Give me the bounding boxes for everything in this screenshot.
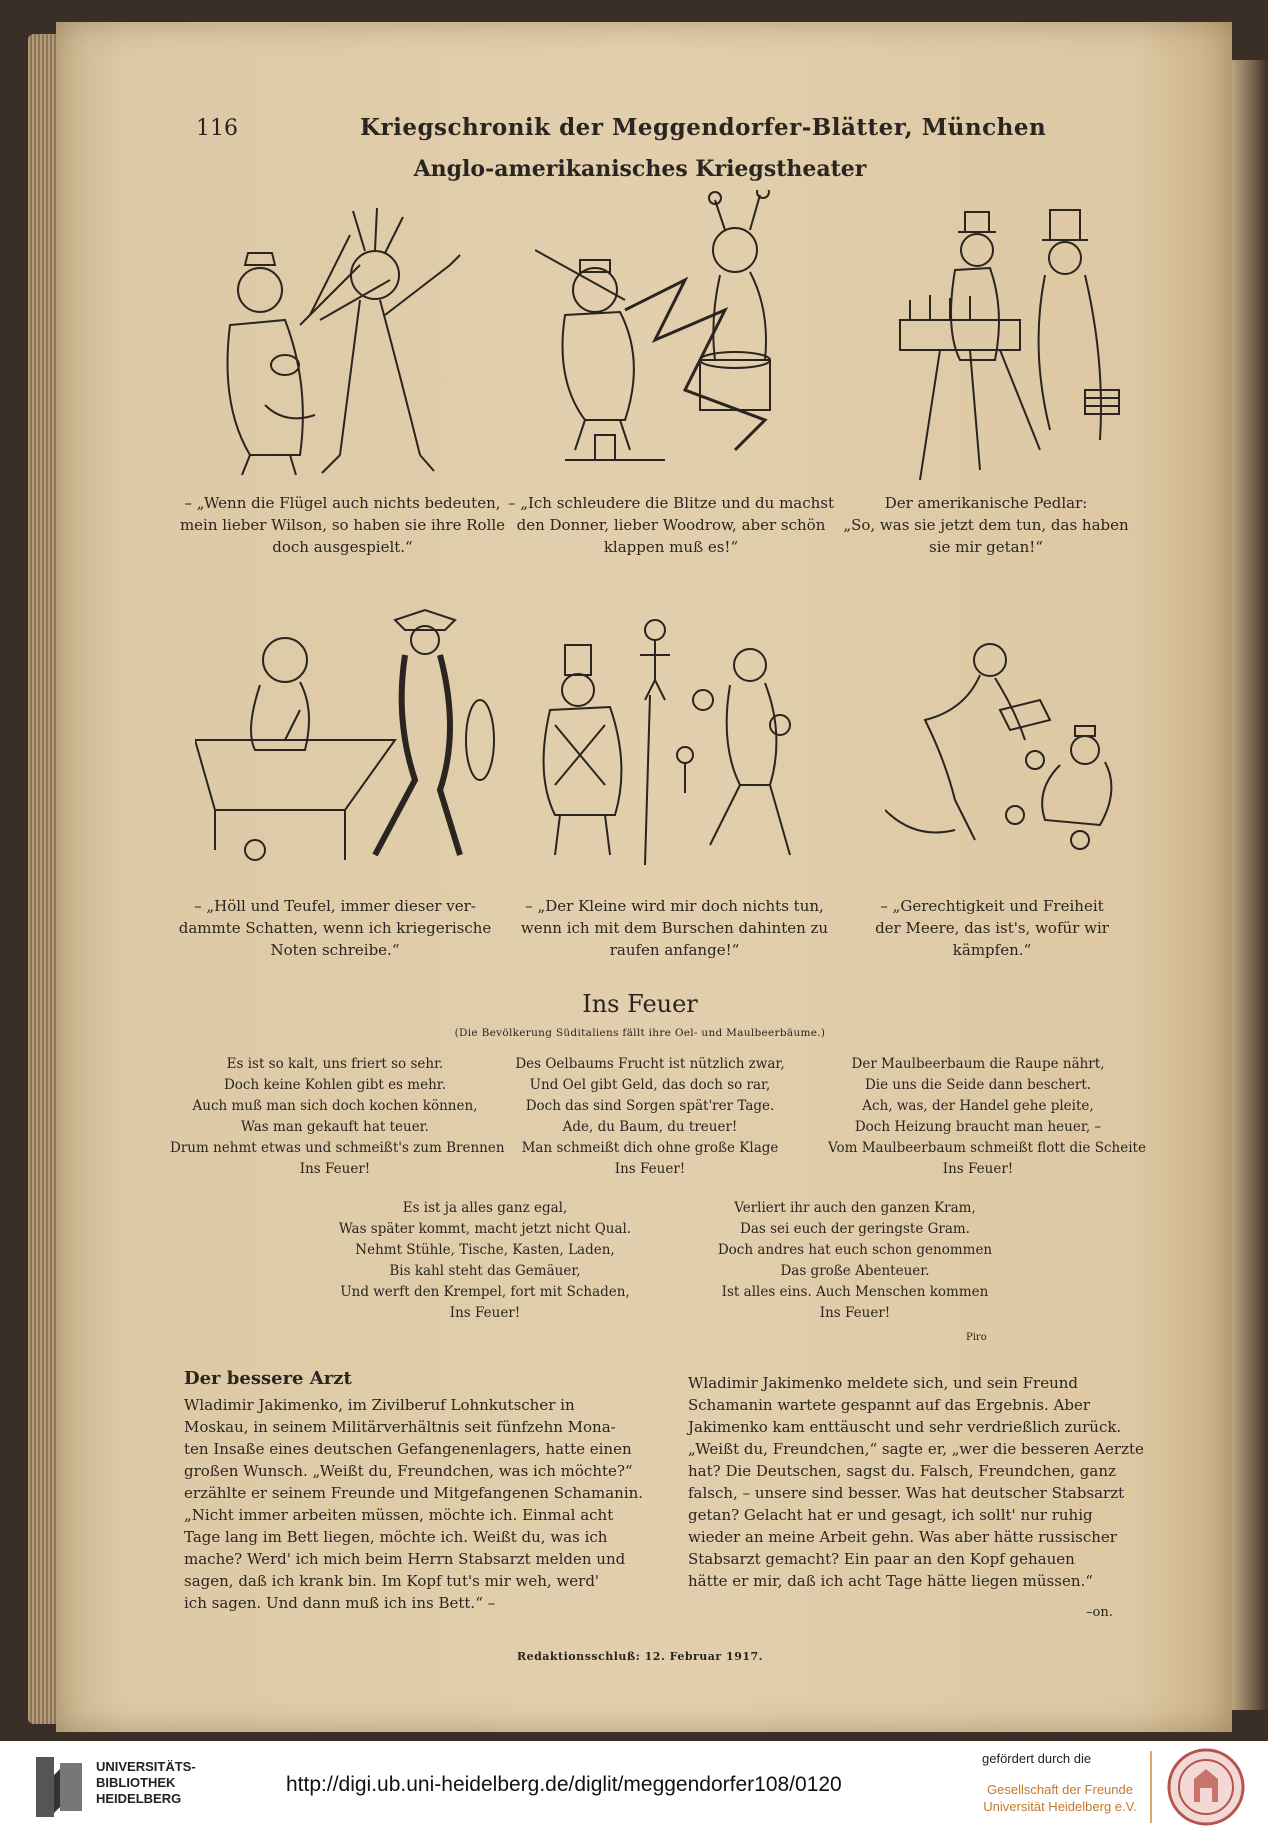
- book-edge-right: [1228, 60, 1268, 1710]
- cartoon-3-caption: Der amerikanische Pedlar: „So, was sie jetzt dem tun, das haben sie mir getan!“: [843, 494, 1129, 556]
- digitization-url[interactable]: http://digi.ub.uni-heidelberg.de/diglit/meggendorfer108/0120: [286, 1773, 842, 1796]
- digitization-banner: [0, 1741, 1268, 1834]
- library-name: UNIVERSITÄTS- BIBLIOTHEK HEIDELBERG: [96, 1759, 196, 1806]
- sponsor-name[interactable]: Gesellschaft der Freunde Universität Heidelberg e.V.: [983, 1782, 1137, 1814]
- cartoon-4-caption: – „Höll und Teufel, immer dieser ver- dammte Schatten, wenn ich kriegerische Noten schreibe.“: [178, 897, 492, 959]
- poem-stanza-3: Der Maulbeerbaum die Raupe nährt, Die uns die Seide dann beschert. Ach, was, der Handel gehe pleite, Doch Heizung braucht man heuer, – Vom Maulbeerbaum schmeißt flott die Scheite Ins Feuer!: [828, 1056, 1146, 1177]
- cartoon-2-caption: – „Ich schleudere die Blitze und du machst den Donner, lieber Woodrow, aber schön klappen muß es!“: [507, 494, 835, 556]
- cartoon-2-illustration: [535, 190, 815, 490]
- cartoon-5-illustration: [525, 615, 825, 875]
- section-title: Anglo-amerikanisches Kriegstheater: [413, 156, 867, 182]
- article-title: Der bessere Arzt: [184, 1368, 352, 1389]
- article-column-1: Wladimir Jakimenko, im Zivilberuf Lohnkutscher in Moskau, in seinem Militärverhältnis seit fünfzehn Mona- ten Insaße eines deutschen Gefangenenlagers, hatte einen großen Wunsch. „Weißt du, Freundchen, was ich möchte?“ erzählte er seinem Freunde und Mitgefangenen Schamanin. „Nicht immer arbeiten müssen, möchte ich. Einmal acht Tage lang im Bett liegen, möchte ich. Weißt du, was ich mache? Werd' ich mich beim Herrn Stabsarzt melden und sagen, daß ich krank bin. Im Kopf tut's mir weh, werd' ich sagen. Und dann muß ich ins Bett.“ –: [184, 1396, 644, 1612]
- editorial-deadline: Redaktionsschluß: 12. Februar 1917.: [516, 1650, 764, 1663]
- article-column-2: Wladimir Jakimenko meldete sich, und sein Freund Schamanin wartete gespannt auf das Ergebnis. Aber Jakimenko kam enttäuscht und sehr verdrießlich zurück. „Weißt du, Freundchen,“ sagte er, „wer die besseren Aerzte hat? Die Deutschen, sagst du. Falsch, Freundchen, ganz falsch, – unsere sind besser. Was hat deutscher Stabsarzt getan? Gelacht hat er und gesagt, ich sollt' nur ruhig wieder an meine Arbeit gehn. Was aber hätte russischer Stabsarzt gemacht? Ein paar an den Kopf gehauen hätte er mir, daß ich acht Tage hätte liegen müssen.“: [688, 1374, 1144, 1590]
- university-library-logo-icon[interactable]: [30, 1753, 88, 1821]
- poem-stanza-5: Verliert ihr auch den ganzen Kram, Das sei euch der geringste Gram. Doch andres hat euch schon genommen Das große Abenteuer. Ist alles eins. Auch Menschen kommen Ins Feuer!: [717, 1200, 993, 1321]
- cartoon-6-illustration: [885, 640, 1125, 850]
- poem-stanza-2: Des Oelbaums Frucht ist nützlich zwar, Und Oel gibt Geld, das doch so rar, Doch das sind Sorgen spät'rer Tage. Ade, du Baum, du treuer! Man schmeißt dich ohne große Klage Ins Feuer!: [515, 1056, 785, 1177]
- poem-title: Ins Feuer: [582, 990, 698, 1018]
- page-number: 116: [196, 116, 238, 141]
- poem-subtitle: (Die Bevölkerung Süditaliens fällt ihre Oel- und Maulbeerbäume.): [454, 1027, 826, 1039]
- cartoon-5-caption: – „Der Kleine wird mir doch nichts tun, wenn ich mit dem Burschen dahinten zu raufen anfange!“: [520, 897, 829, 959]
- cartoon-6-caption: – „Gerechtigkeit und Freiheit der Meere, das ist's, wofür wir kämpfen.“: [875, 897, 1109, 959]
- article-signoff: –on.: [1086, 1605, 1113, 1620]
- poem-stanza-4: Es ist ja alles ganz egal, Was später kommt, macht jetzt nicht Qual. Nehmt Stühle, Tische, Kasten, Laden, Bis kahl steht das Gemäuer, Und werft den Krempel, fort mit Schaden, Ins Feuer!: [338, 1200, 632, 1321]
- banner-divider: [1150, 1751, 1152, 1823]
- university-seal-icon: [1166, 1747, 1246, 1827]
- poem-author: Piro: [966, 1332, 987, 1343]
- cartoon-1-illustration: [190, 205, 490, 485]
- cartoon-4-illustration: [195, 600, 515, 870]
- cartoon-3-illustration: [880, 200, 1130, 490]
- cartoon-1-caption: – „Wenn die Flügel auch nichts bedeuten, mein lieber Wilson, so haben sie ihre Rolle doch ausgespielt.“: [179, 494, 506, 556]
- running-head: Kriegschronik der Meggendorfer-Blätter, München: [360, 114, 1047, 141]
- sponsor-intro: gefördert durch die: [982, 1751, 1092, 1766]
- poem-stanza-1: Es ist so kalt, uns friert so sehr. Doch keine Kohlen gibt es mehr. Auch muß man sich doch kochen können, Was man gekauft hat teuer. Drum nehmt etwas und schmeißt's zum Brennen Ins Feuer!: [170, 1056, 505, 1177]
